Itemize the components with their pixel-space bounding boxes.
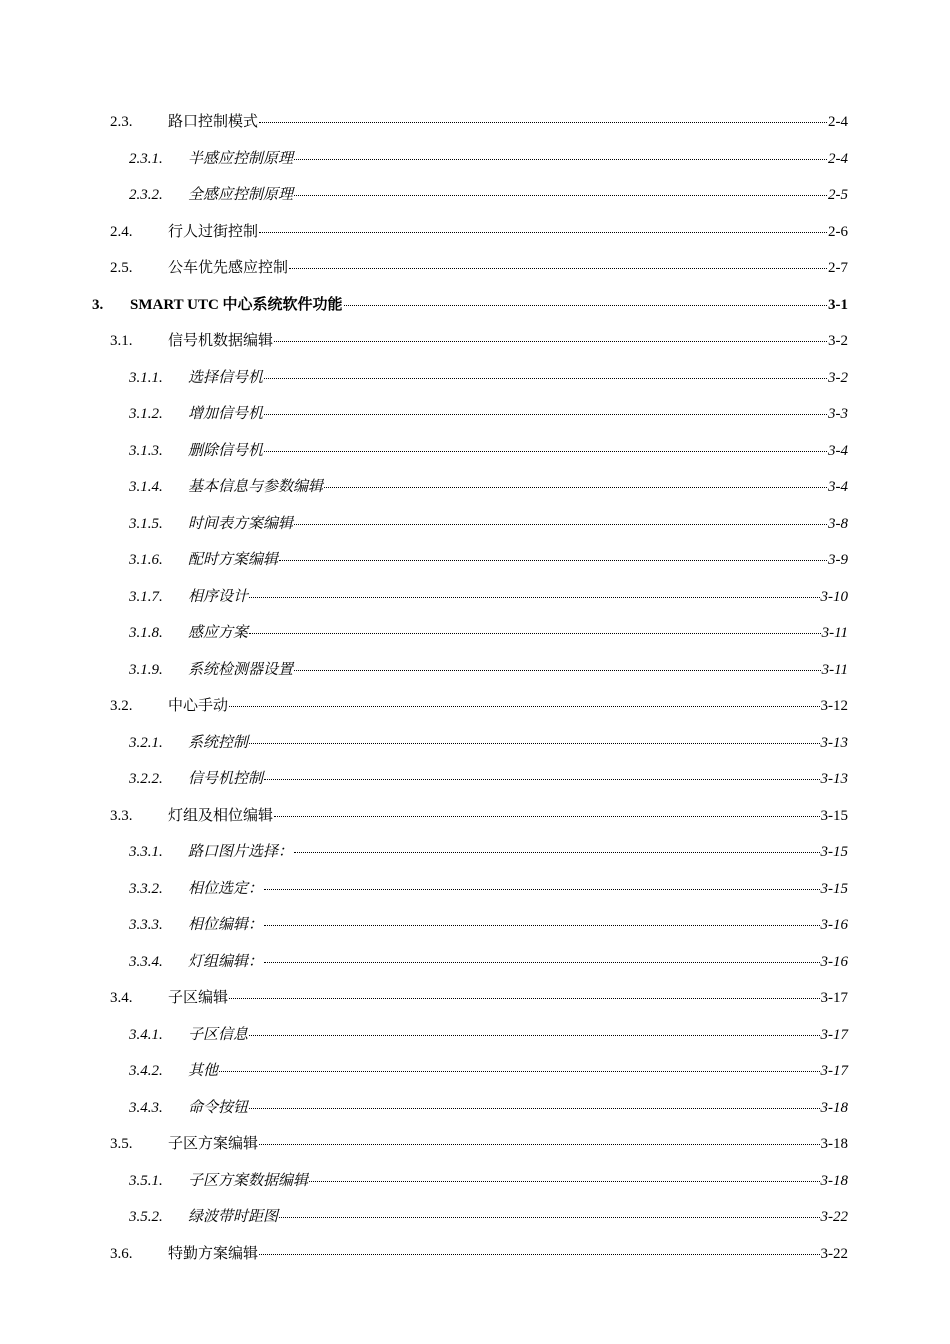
toc-entry[interactable] <box>0 907 950 944</box>
toc-entry[interactable] <box>0 871 950 908</box>
toc-entry[interactable] <box>0 542 950 579</box>
toc-entry-page: 3-13 <box>820 771 848 787</box>
toc-entry-body <box>168 104 848 141</box>
toc-entry-title: 相位选定： <box>188 880 264 897</box>
toc-entry-page: 3-13 <box>820 734 848 751</box>
toc-entry-number: 3.3.1. <box>129 844 163 860</box>
toc-entry-body <box>130 287 848 324</box>
toc-entry-body <box>188 834 848 871</box>
toc-entry-title: 信号机数据编辑 <box>168 333 274 349</box>
toc-entry-title: 删除信号机 <box>188 442 264 459</box>
toc-entry[interactable] <box>0 104 950 141</box>
toc-dot-leader <box>259 232 827 233</box>
toc-entry[interactable] <box>0 1126 950 1163</box>
toc-entry[interactable] <box>0 688 950 725</box>
toc-entry-title: 半感应控制原理 <box>188 150 294 167</box>
toc-dot-leader <box>289 268 827 269</box>
toc-entry-page: 3-17 <box>820 1026 848 1043</box>
toc-dot-leader <box>294 195 827 196</box>
toc-entry-number: 3.4.3. <box>129 1099 163 1116</box>
toc-entry-body <box>168 980 848 1017</box>
toc-entry[interactable] <box>0 1163 950 1200</box>
toc-entry-body <box>188 1163 848 1200</box>
toc-entry-title: 灯组及相位编辑 <box>168 807 274 824</box>
toc-entry-page: 3-18 <box>820 1099 848 1116</box>
toc-entry-number: 3.5.2. <box>129 1209 163 1225</box>
toc-entry-number: 3.4.1. <box>129 1026 163 1043</box>
toc-entry-title: 相序设计 <box>188 588 249 605</box>
toc-entry-body <box>168 798 848 835</box>
toc-entry-page: 3-10 <box>820 588 848 605</box>
toc-entry-title: 特勤方案编辑 <box>168 1245 259 1262</box>
toc-entry[interactable] <box>0 250 950 287</box>
toc-dot-leader <box>274 816 819 817</box>
toc-entry-title: 选择信号机 <box>188 369 264 386</box>
toc-entry-page: 3-9 <box>828 552 848 568</box>
toc-entry-number: 3.1.3. <box>129 442 163 459</box>
toc-entry[interactable] <box>0 323 950 360</box>
toc-dot-leader <box>294 670 821 671</box>
toc-dot-leader <box>279 560 827 561</box>
toc-dot-leader <box>229 706 819 707</box>
toc-entry-title: 系统检测器设置 <box>188 661 294 678</box>
toc-entry-number: 2.4. <box>110 223 133 240</box>
toc-dot-leader <box>259 122 827 123</box>
toc-entry[interactable] <box>0 615 950 652</box>
toc-entry[interactable] <box>0 287 950 324</box>
toc-entry[interactable] <box>0 980 950 1017</box>
toc-entry-title: 感应方案 <box>188 625 249 641</box>
toc-dot-leader <box>279 1217 819 1218</box>
toc-entry-page: 3-18 <box>820 1172 848 1189</box>
toc-entry-body <box>168 214 848 251</box>
toc-entry-page: 3-16 <box>820 917 848 933</box>
toc-entry-body <box>168 323 848 360</box>
toc-entry-page: 2-4 <box>828 114 848 130</box>
toc-entry-title: 子区方案数据编辑 <box>188 1172 309 1189</box>
toc-dot-leader <box>294 524 827 525</box>
toc-entry-page: 3-22 <box>820 1245 848 1262</box>
toc-entry-page: 3-4 <box>828 479 848 495</box>
toc-entry-page: 3-2 <box>828 369 848 386</box>
toc-entry-number: 3.1.2. <box>129 406 163 422</box>
toc-entry[interactable] <box>0 1053 950 1090</box>
toc-entry-title: 子区信息 <box>188 1026 249 1043</box>
toc-entry[interactable] <box>0 360 950 397</box>
toc-entry-number: 2.5. <box>110 260 133 276</box>
toc-entry[interactable] <box>0 177 950 214</box>
toc-dot-leader <box>249 597 819 598</box>
toc-entry-title: 行人过街控制 <box>168 223 259 240</box>
toc-dot-leader <box>344 305 827 306</box>
toc-entry-page: 3-18 <box>820 1136 848 1152</box>
toc-entry[interactable] <box>0 141 950 178</box>
toc-entry-page: 3-16 <box>820 953 848 970</box>
toc-entry-title: 路口图片选择： <box>188 844 294 860</box>
toc-entry-number: 3.3.3. <box>129 917 163 933</box>
toc-entry-body <box>188 1017 848 1054</box>
toc-entry-number: 3.2.2. <box>129 771 163 787</box>
toc-entry-title: 公车优先感应控制 <box>168 260 289 276</box>
toc-entry-page: 2-5 <box>828 187 848 203</box>
toc-entry-title: 增加信号机 <box>188 406 264 422</box>
toc-entry-number: 3.1. <box>110 333 133 349</box>
toc-entry-number: 3.1.5. <box>129 515 163 532</box>
toc-dot-leader <box>264 779 819 780</box>
toc-entry-body <box>188 141 848 178</box>
toc-entry-page: 2-7 <box>828 260 848 276</box>
toc-entry-body <box>168 688 848 725</box>
toc-entry[interactable] <box>0 798 950 835</box>
toc-entry-page: 3-3 <box>828 406 848 422</box>
toc-entry-title: 全感应控制原理 <box>188 187 294 203</box>
toc-dot-leader <box>249 1035 819 1036</box>
toc-entry-body <box>188 944 848 981</box>
toc-entry-title: 其他 <box>188 1063 219 1079</box>
toc-entry[interactable] <box>0 652 950 689</box>
toc-entry-page: 3-11 <box>821 625 848 641</box>
toc-entry-title: 子区方案编辑 <box>168 1136 259 1152</box>
toc-entry[interactable] <box>0 761 950 798</box>
toc-entry-title: 灯组编辑： <box>188 953 264 970</box>
toc-entry-page: 2-6 <box>828 223 848 240</box>
toc-entry-title: 命令按钮 <box>188 1099 249 1116</box>
toc-entry[interactable] <box>0 433 950 470</box>
toc-entry-number: 2.3.2. <box>129 187 163 203</box>
toc-entry-page: 3-22 <box>820 1209 848 1225</box>
toc-entry-body <box>188 725 848 762</box>
toc-entry-page: 3-17 <box>820 1063 848 1079</box>
toc-entry[interactable] <box>0 1090 950 1127</box>
toc-entry-number: 2.3. <box>110 114 133 130</box>
toc-entry-body <box>188 506 848 543</box>
toc-dot-leader <box>249 633 821 634</box>
toc-dot-leader <box>249 1108 819 1109</box>
toc-entry-title: SMART UTC 中心系统软件功能 <box>130 296 343 313</box>
toc-entry[interactable] <box>0 469 950 506</box>
toc-entry-body <box>188 761 848 798</box>
toc-dot-leader <box>264 962 819 963</box>
toc-dot-leader <box>294 159 827 160</box>
toc-entry-number: 3.2.1. <box>129 734 163 751</box>
toc-dot-leader <box>229 998 819 999</box>
toc-entry-body <box>188 433 848 470</box>
toc-entry[interactable] <box>0 579 950 616</box>
toc-entry[interactable] <box>0 214 950 251</box>
toc-entry-body <box>188 615 848 652</box>
toc-entry-page: 3-8 <box>828 515 848 532</box>
toc-entry-number: 3.4.2. <box>129 1063 163 1079</box>
toc-entry-title: 中心手动 <box>168 698 229 714</box>
toc-entry-body <box>188 1053 848 1090</box>
toc-dot-leader <box>324 487 827 488</box>
toc-entry-body <box>188 542 848 579</box>
toc-dot-leader <box>259 1144 819 1145</box>
toc-dot-leader <box>219 1071 819 1072</box>
toc-entry-title: 子区编辑 <box>168 990 229 1006</box>
toc-dot-leader <box>274 341 827 342</box>
toc-entry[interactable] <box>0 396 950 433</box>
toc-entry-body <box>188 360 848 397</box>
toc-entry-body <box>188 1090 848 1127</box>
toc-entry[interactable] <box>0 506 950 543</box>
toc-entry-page: 2-4 <box>828 150 848 167</box>
toc-dot-leader <box>264 925 819 926</box>
table-of-contents <box>0 104 950 1272</box>
toc-entry-number: 3.2. <box>110 698 133 714</box>
toc-entry-page: 3-2 <box>828 333 848 349</box>
toc-entry[interactable] <box>0 834 950 871</box>
toc-dot-leader <box>264 889 819 890</box>
toc-entry-body <box>188 1199 848 1236</box>
toc-entry-page: 3-15 <box>820 807 848 824</box>
toc-entry-number: 3.5.1. <box>129 1172 163 1189</box>
toc-entry[interactable] <box>0 1199 950 1236</box>
toc-entry-title: 配时方案编辑 <box>188 552 279 568</box>
toc-dot-leader <box>294 852 819 853</box>
toc-entry-number: 3.4. <box>110 990 133 1006</box>
toc-entry-title: 系统控制 <box>188 734 249 751</box>
toc-entry-title: 相位编辑： <box>188 917 264 933</box>
toc-entry-title: 路口控制模式 <box>168 114 259 130</box>
toc-entry-number: 3.1.6. <box>129 552 163 568</box>
toc-entry-number: 3.1.8. <box>129 625 163 641</box>
toc-entry-title: 基本信息与参数编辑 <box>188 479 324 495</box>
toc-entry-body <box>188 907 848 944</box>
toc-entry-page: 3-12 <box>820 698 848 714</box>
toc-entry-page: 3-11 <box>821 661 848 678</box>
toc-entry-body <box>188 177 848 214</box>
toc-dot-leader <box>264 414 827 415</box>
toc-entry-body <box>168 1236 848 1273</box>
toc-entry-page: 3-4 <box>828 442 848 459</box>
toc-entry-page: 3-17 <box>820 990 848 1006</box>
toc-entry-page: 3-15 <box>820 844 848 860</box>
toc-entry-page: 3-1 <box>828 296 848 313</box>
toc-entry[interactable] <box>0 1017 950 1054</box>
toc-dot-leader <box>259 1254 819 1255</box>
toc-entry-body <box>188 871 848 908</box>
toc-entry-number: 2.3.1. <box>129 150 163 167</box>
toc-dot-leader <box>309 1181 819 1182</box>
toc-entry-number: 3.6. <box>110 1245 133 1262</box>
toc-entry-body <box>168 250 848 287</box>
toc-entry-number: 3. <box>92 296 104 313</box>
toc-dot-leader <box>249 743 819 744</box>
toc-entry-number: 3.3.4. <box>129 953 163 970</box>
toc-entry-number: 3.1.9. <box>129 661 163 678</box>
toc-entry[interactable] <box>0 1236 950 1273</box>
toc-entry-title: 信号机控制 <box>188 771 264 787</box>
toc-entry-page: 3-15 <box>820 880 848 897</box>
toc-entry[interactable] <box>0 725 950 762</box>
toc-entry-number: 3.1.4. <box>129 479 163 495</box>
toc-entry-title: 绿波带时距图 <box>188 1209 279 1225</box>
toc-entry-number: 3.3. <box>110 807 133 824</box>
toc-entry-number: 3.5. <box>110 1136 133 1152</box>
toc-entry-body <box>188 396 848 433</box>
toc-entry-body <box>168 1126 848 1163</box>
toc-entry-body <box>188 579 848 616</box>
toc-entry[interactable] <box>0 944 950 981</box>
toc-entry-number: 3.3.2. <box>129 880 163 897</box>
toc-dot-leader <box>264 378 827 379</box>
toc-entry-number: 3.1.1. <box>129 369 163 386</box>
toc-dot-leader <box>264 451 827 452</box>
toc-entry-number: 3.1.7. <box>129 588 163 605</box>
toc-entry-body <box>188 469 848 506</box>
toc-entry-body <box>188 652 848 689</box>
toc-entry-title: 时间表方案编辑 <box>188 515 294 532</box>
